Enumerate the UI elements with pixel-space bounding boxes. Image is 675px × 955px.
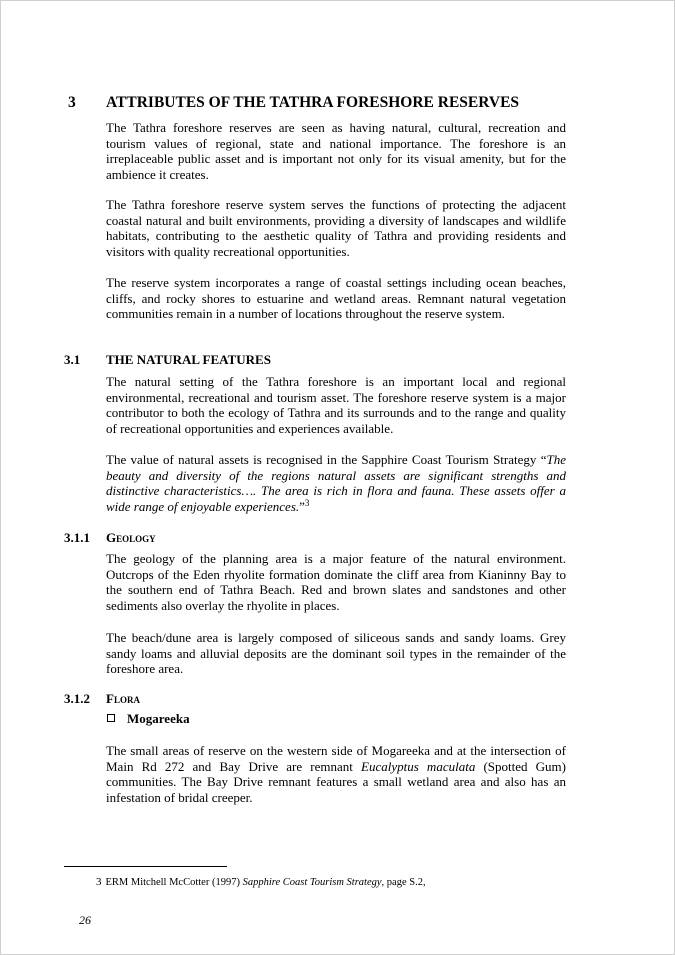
quote-intro: The value of natural assets is recognised in the Sapphire Coast Tourism Strategy [106,452,537,467]
section-title: Geology [106,530,156,545]
section-title: Flora [106,691,140,706]
species-name: Eucalyptus maculata [361,758,476,774]
footnote-text-before: ERM Mitchell McCotter (1997) [105,877,243,888]
bullet-item-mogareeka [106,711,190,727]
section-number: 3.1.2 [64,691,90,706]
section-title: THE NATURAL FEATURES [106,352,271,367]
section-3-paragraph: The reserve system incorporates a range of coastal settings including ocean beaches, cliffs, and rocky shores to estuarine and wetland areas. Remnant natural vegetation communities remain in a number of locations throughout the reserve system. [106,275,566,322]
section-3-heading [68,94,519,112]
section-3-1-2-heading [64,691,140,707]
square-bullet-icon [107,714,115,722]
section-3-1-paragraph: The natural setting of the Tathra foreshore is an important local and regional environmental, recreational and tourism asset. The foreshore reserve system is a major contributor to both the ecology of Tathra and its surrounds and to the range and quality of recreational opportunities and experiences available. [106,374,566,436]
section-3-1-1-paragraph: The geology of the planning area is a major feature of the natural environment. Outcrops of the Eden rhyolite formation dominate the cliff area from Kianinny Bay to the southern end of Tathra Beach. Red and brown slates and sandstones and other sediments also overlay the rhyolite in places. [106,551,566,613]
page-number: 26 [79,913,91,927]
section-title: ATTRIBUTES OF THE TATHRA FORESHORE RESERVES [106,94,520,111]
section-3-1-1-heading [64,530,156,546]
flora-text-part1: The small areas of reserve on the western side of Mogareeka and at the intersection of Main Rd 272 and Bay Drive are remnant [106,743,566,774]
section-number: 3 [68,94,76,111]
section-3-paragraph: The Tathra foreshore reserves are seen as having natural, cultural, recreation and tourism values of regional, state and national importance. The foreshore is an irreplaceable public asset and is important not only for its visual amenity, but for the ambience it creates. [106,120,566,182]
section-number: 3.1.1 [64,530,90,545]
footnote-divider [64,866,227,867]
footnote-title: Sapphire Coast Tourism Strategy [242,877,382,888]
footnote-number: 3 [96,876,102,888]
strategy-quote: The beauty and diversity of the regions natural assets are significant strengths and distinctive characteristics…. The area is rich in flora and fauna. These assets offer a wide range of enjoyable experiences. [106,452,566,514]
section-3-1-1-paragraph: The beach/dune area is largely composed of siliceous sands and sandy loams. Grey sandy loams and alluvial deposits are the dominant soil types in the remainder of the foreshore area. [106,630,566,677]
footnote-reference: 3 [304,497,310,508]
quote-close-mark: ” [299,498,305,514]
footnote [96,876,426,888]
flora-text-part2: (Spotted Gum) communities. The Bay Drive remnant features a small wetland area and also has an infestation of bridal creeper. [106,758,566,805]
section-3-1-2-paragraph [106,743,566,805]
section-3-1-heading [64,352,271,368]
section-3-1-quote-paragraph [106,452,566,514]
section-number: 3.1 [64,352,81,367]
bullet-label: Mogareeka [127,711,190,726]
footnote-text-after: , page S.2, [381,877,426,888]
quote-open-mark: “ [540,452,547,467]
section-3-paragraph: The Tathra foreshore reserve system serves the functions of protecting the adjacent coastal natural and built environments, providing a diversity of landscapes and wildlife habitats, contributing to the aesthetic quality of Tathra and providing residents and visitors with quality recreational opportunities. [106,197,566,259]
